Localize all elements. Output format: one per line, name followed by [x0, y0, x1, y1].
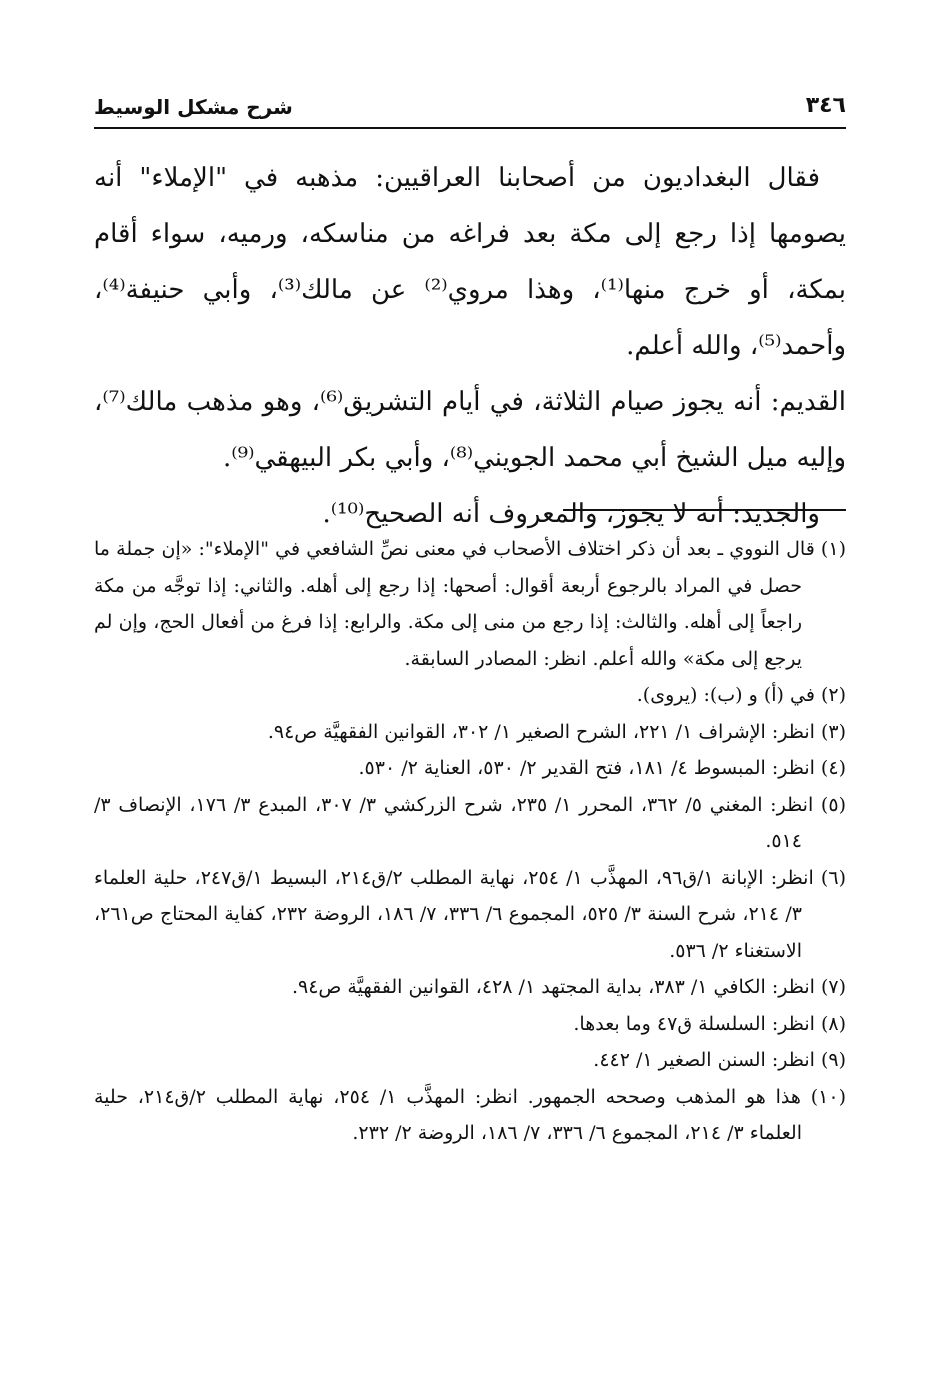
footnote-1: (١) قال النووي ـ بعد أن ذكر اختلاف الأصحاب في معنى نصِّ الشافعي في "الإملاء": «إن جملة ما حصل في المراد بالرجوع أربعة أقوال: أصحها: إذا رجع إلى أهله. والثاني: إذا توجَّه من مكة راجعاً إلى أهله. والثالث: إذا رجع من منى إلى مكة. والرابع: إذا فرغ من أفعال الحج، وإن لم يرجع إلى مكة» والله أعلم. انظر: المصادر السابقة.	[94, 538, 846, 670]
paragraph-baghdadi-view: فقال البغداديون من أصحابنا العراقيين: مذهبه في "الإملاء" أنه يصومها إذا رجع إلى مكة بعد فراغه من مناسكه، ورميه، سواء أقام بمكة، أو خرج منها⁽¹⁾، وهذا مروي⁽²⁾ عن مالك⁽³⁾، وأبي حنيفة⁽⁴⁾، وأحمد⁽⁵⁾، والله أعلم.	[94, 163, 847, 361]
footnote-6: (٦) انظر: الإبانة ١/ق٩٦، المهذَّب ١/ ٢٥٤، نهاية المطلب ٢/ق٢١٤، البسيط ١/ق٢٤٧، حلية العلماء ٣/ ٢١٤، شرح السنة ٣/ ٥٢٥، المجموع ٦/ ٣٣٦، ٧/ ١٨٦، الروضة ٢٣٢، كفاية المحتاج ص٢٦١، الاستغناء ٢/ ٥٣٦.	[94, 866, 846, 962]
footnote-5: (٥) انظر: المغني ٥/ ٣٦٢، المحرر ١/ ٢٣٥، شرح الزركشي ٣/ ٣٠٧، المبدع ٣/ ١٧٦، الإنصاف ٣/ ٥١٤.	[94, 793, 846, 852]
footnote-10: (١٠) هذا هو المذهب وصححه الجمهور. انظر: المهذَّب ١/ ٢٥٤، نهاية المطلب ٢/ق٢١٤، حلية العلماء ٣/ ٢١٤، المجموع ٦/ ٣٣٦، ٧/ ١٨٦، الروضة ٢/ ٢٣٢.	[94, 1085, 846, 1144]
paragraph-new-opinion: والجديد: أنه لا يجوز، والمعروف أنه الصحيح⁽¹⁰⁾.	[322, 499, 820, 529]
page-header	[94, 93, 846, 129]
footnote-separator	[563, 509, 846, 511]
running-title: شرح مشكل الوسيط	[94, 95, 293, 119]
main-text	[94, 150, 846, 542]
footnote-4: (٤) انظر: المبسوط ٤/ ١٨١، فتح القدير ٢/ ٥٣٠، العناية ٢/ ٥٣٠.	[358, 757, 846, 779]
footnote-8: (٨) انظر: السلسلة ق٤٧ وما بعدها.	[573, 1012, 846, 1035]
footnote-3: (٣) انظر: الإشراف ١/ ٢٢١، الشرح الصغير ١/ ٣٠٢، القوانين الفقهيَّة ص٩٤.	[267, 720, 846, 743]
footnote-9: (٩) انظر: السنن الصغير ١/ ٤٤٢.	[593, 1049, 846, 1071]
footnote-7: (٧) انظر: الكافي ١/ ٣٨٣، بداية المجتهد ١/ ٤٢٨، القوانين الفقهيَّة ص٩٤.	[291, 976, 846, 998]
paragraph-old-opinion: القديم: أنه يجوز صيام الثلاثة، في أيام التشريق⁽⁶⁾، وهو مذهب مالك⁽⁷⁾، وإليه ميل الشيخ أبي محمد الجويني⁽⁸⁾، وأبي بكر البيهقي⁽⁹⁾.	[94, 387, 847, 473]
page-number: ٣٤٦	[805, 93, 846, 118]
footnotes	[94, 531, 846, 1152]
footnote-2: (٢) في (أ) و (ب): (يروى).	[636, 684, 846, 706]
